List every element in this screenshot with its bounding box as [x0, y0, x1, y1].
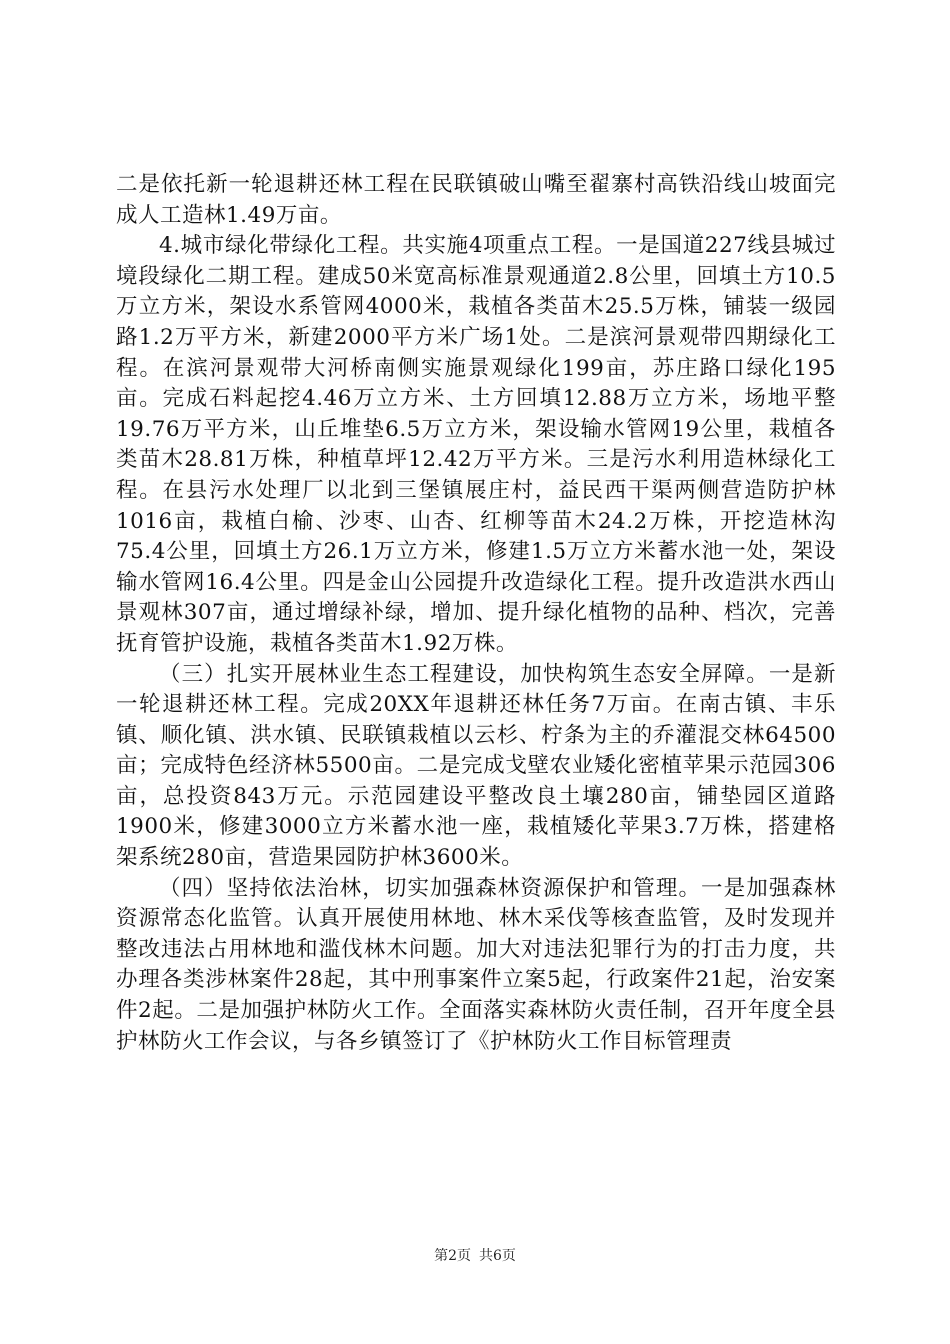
paragraph-urban-greening: 4.城市绿化带绿化工程。共实施4项重点工程。一是国道227线县城过境段绿化二期工程。建成50米宽高标准景观通道2.8公里，回填土方10.5万立方米，架设水系管网4000米，栽植各类苗木25.5万株，铺装一级园路1.2万平方米，新建2000平方米广场1处。二是滨河景观带四期绿化工程。在滨河景观带大河桥南侧实施景观绿化199亩，苏庄路口绿化195亩。完成石料起挖4.46万立方米、土方回填12.88万立方米，场地平整19.76万平方米，山丘堆垫6.5万立方米，架设输水管网19公里，栽植各类苗木28.81万株，种植草坪12.42万平方米。三是污水利用造林绿化工程。在县污水处理厂以北到三堡镇展庄村，益民西干渠两侧营造防护林1016亩，栽植白榆、沙枣、山杏、红柳等苗木24.2万株，开挖造林沟75.4公里，回填土方26.1万立方米，修建1.5万立方米蓄水池一处，架设输水管网16.4公里。四是金山公园提升改造绿化工程。提升改造洪水西山景观林307亩，通过增绿补绿，增加、提升绿化植物的品种、档次，完善抚育管护设施，栽植各类苗木1.92万株。: [116, 233, 836, 656]
page-number-total: 共6页: [479, 1248, 516, 1264]
page-number-current: 第2页: [434, 1248, 471, 1264]
document-body: [116, 170, 836, 1057]
paragraph-continuation: 二是依托新一轮退耕还林工程在民联镇破山嘴至翟寨村高铁沿线山坡面完成人工造林1.49万亩。: [116, 172, 836, 228]
paragraph-forest-protection: （四）坚持依法治林，切实加强森林资源保护和管理。一是加强森林资源常态化监管。认真开展使用林地、林木采伐等核查监管，及时发现并整改违法占用林地和滥伐林木问题。加大对违法犯罪行为的打击力度，共办理各类涉林案件28起，其中刑事案件立案5起，行政案件21起，治安案件2起。二是加强护林防火工作。全面落实森林防火责任制，召开年度全县护林防火工作会议，与各乡镇签订了《护林防火工作目标管理责: [116, 875, 836, 1054]
paragraph-ecological-projects: （三）扎实开展林业生态工程建设，加快构筑生态安全屏障。一是新一轮退耕还林工程。完成20XX年退耕还林任务7万亩。在南古镇、丰乐镇、顺化镇、洪水镇、民联镇栽植以云杉、柠条为主的乔灌混交林64500亩；完成特色经济林5500亩。二是完成戈壁农业矮化密植苹果示范园306亩，总投资843万元。示范园建设平整改良土壤280亩，铺垫园区道路1900米，修建3000立方米蓄水池一座，栽植矮化苹果3.7万株，搭建格架系统280亩，营造果园防护林3600米。: [116, 661, 836, 871]
page-footer: [0, 1245, 950, 1265]
